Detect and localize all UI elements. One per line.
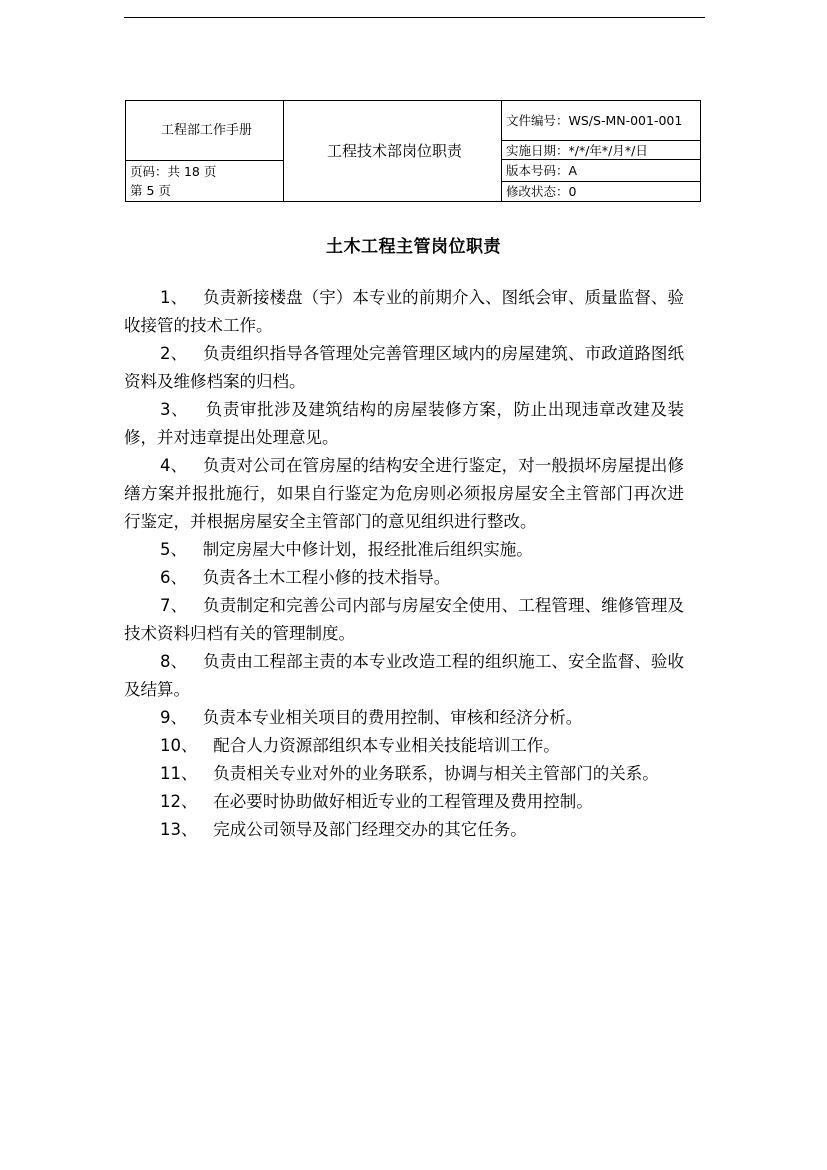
header-rule — [124, 17, 705, 18]
duty-text: 负责本专业相关项目的费用控制、审核和经济分析。 — [202, 708, 583, 727]
revision-status: 修改状态：0 — [502, 181, 701, 202]
duty-text: 配合人力资源部组织本专业相关技能培训工作。 — [213, 736, 560, 755]
document-header-table — [125, 100, 701, 202]
duty-number: 1 、 — [160, 288, 203, 307]
duty-item — [124, 592, 684, 648]
file-number: 文件编号：WS/S-MN-001-001 — [502, 101, 701, 141]
duty-text: 负责审批涉及建筑结构的房屋装修方案，防止出现违章改建及装修，并对违章提出处理意见。 — [124, 400, 684, 447]
duty-number: 12 、 — [160, 792, 213, 811]
header-doc-title: 工程技术部岗位职责 — [284, 101, 502, 202]
duty-text: 负责相关专业对外的业务联系，协调与相关主管部门的关系。 — [213, 764, 659, 783]
duty-number: 9 、 — [160, 708, 203, 727]
duty-text: 负责各土木工程小修的技术指导。 — [202, 568, 451, 587]
duty-text: 制定房屋大中修计划，报经批准后组织实施。 — [202, 540, 533, 559]
duty-number: 13 、 — [160, 820, 213, 839]
duty-number: 2 、 — [160, 344, 203, 363]
duty-item — [124, 564, 684, 592]
duty-item — [124, 816, 684, 844]
duty-item — [124, 648, 684, 704]
duty-item — [124, 396, 684, 452]
page-title: 土木工程主管岗位职责 — [326, 237, 501, 257]
duty-number: 11 、 — [160, 764, 213, 783]
effective-date: 实施日期：*/*/年*/月*/日 — [502, 141, 701, 160]
duty-text: 负责制定和完善公司内部与房屋安全使用、工程管理、维修管理及技术资料归档有关的管理制度。 — [124, 596, 684, 643]
duty-list — [124, 284, 684, 844]
duty-text: 负责新接楼盘（宇）本专业的前期介入、图纸会审、质量监督、验收接管的技术工作。 — [124, 288, 684, 335]
version-number: 版本号码：A — [502, 160, 701, 182]
duty-number: 8 、 — [160, 652, 203, 671]
duty-text: 负责对公司在管房屋的结构安全进行鉴定，对一般损坏房屋提出修缮方案并报批施行，如果自行鉴定为危房则必须报房屋安全主管部门再次进行鉴定，并根据房屋安全主管部门的意见组织进行整改。 — [124, 456, 684, 531]
duty-number: 10 、 — [160, 736, 213, 755]
duty-number: 7 、 — [160, 596, 203, 615]
page-total: 页码：共 18 页 — [130, 164, 217, 179]
duty-item — [124, 452, 684, 536]
duty-item — [124, 536, 684, 564]
duty-text: 在必要时协助做好相近专业的工程管理及费用控制。 — [213, 792, 593, 811]
duty-item — [124, 340, 684, 396]
duty-number: 3 、 — [160, 400, 206, 419]
duty-text: 负责组织指导各管理处完善管理区域内的房屋建筑、市政道路图纸资料及维修档案的归档。 — [124, 344, 684, 391]
duty-text: 完成公司领导及部门经理交办的其它任务。 — [213, 820, 527, 839]
manual-name: 工程部工作手册 — [126, 101, 284, 161]
duty-text: 负责由工程部主责的本专业改造工程的组织施工、安全监督、验收及结算。 — [124, 652, 684, 699]
duty-item — [124, 760, 684, 788]
page-info — [126, 161, 284, 202]
duty-item — [124, 788, 684, 816]
duty-number: 6 、 — [160, 568, 203, 587]
duty-item — [124, 704, 684, 732]
page-current: 第 5 页 — [130, 183, 171, 198]
duty-item — [124, 284, 684, 340]
duty-item — [124, 732, 684, 760]
duty-number: 4 、 — [160, 456, 203, 475]
duty-number: 5 、 — [160, 540, 203, 559]
